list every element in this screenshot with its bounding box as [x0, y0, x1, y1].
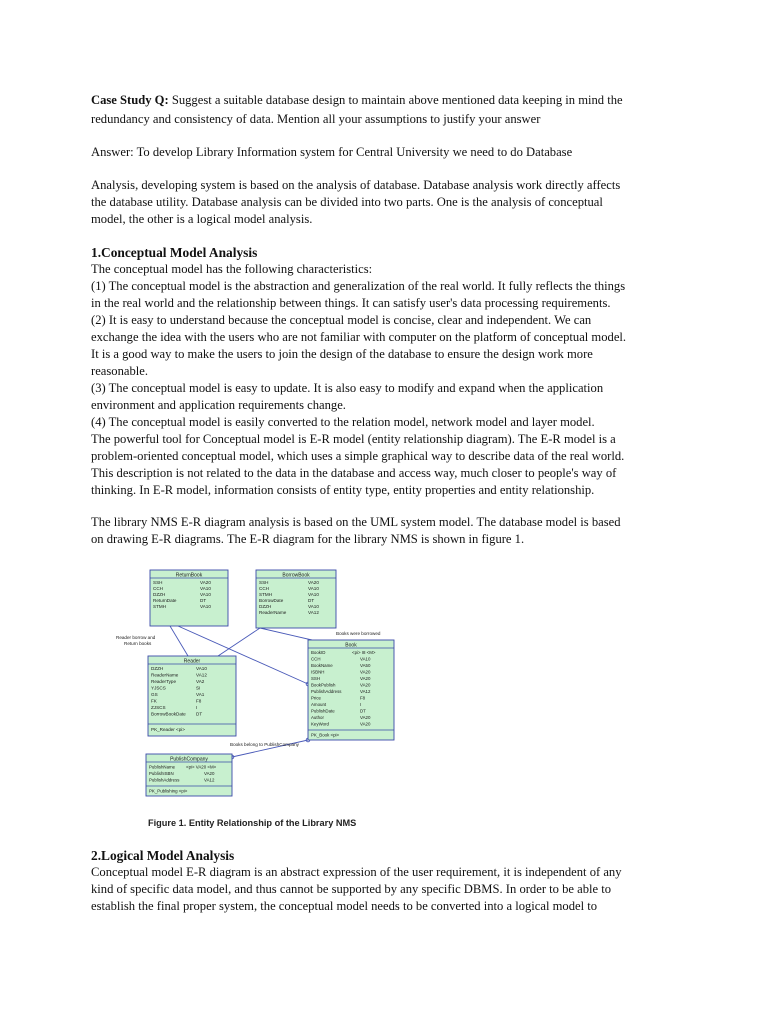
attr-name: ReaderName [259, 610, 287, 615]
attr-name: PublishAddress [311, 689, 342, 694]
attr-name: STMH [153, 604, 167, 609]
attr-type: DT [360, 708, 366, 714]
text-line: model, the other is a logical model analysis. [91, 212, 313, 226]
attr-type: VA10 [308, 586, 319, 591]
attr-name: ISBNH [311, 669, 325, 675]
attr-name: Author [311, 715, 324, 720]
attr-type: VA20 [360, 682, 371, 688]
conceptual-paragraph [91, 261, 681, 499]
attr-type: VA12 [308, 610, 319, 615]
attr-name: ReaderName [151, 672, 179, 678]
text-line: The conceptual model has the following characteristics: [91, 262, 373, 276]
entity-title: Book [345, 642, 357, 649]
attr-type: VA10 [200, 604, 211, 609]
answer-line: Answer: To develop Library Information system for Central University we need to do Database [91, 145, 573, 159]
attr-type: VA12 [360, 689, 371, 694]
attr-type: <pi> VA20 <M> [186, 764, 217, 770]
er-diagram [100, 560, 400, 824]
attr-type: SI [196, 685, 201, 691]
entity-borrowbook [256, 570, 336, 628]
entity-title: Reader [183, 658, 201, 665]
attr-name: BookName [311, 663, 333, 668]
attr-type: VA50 [360, 663, 371, 668]
attr-type: VA20 [360, 721, 371, 727]
text-line: thinking. In E-R model, information consists of entity type, entity properties and entity relationship. [91, 483, 595, 497]
relation-line [260, 628, 312, 640]
attr-type: F8 [360, 695, 366, 701]
attr-type: VA10 [200, 586, 211, 591]
attr-type: DT [308, 598, 315, 603]
attr-type: VA10 [360, 656, 371, 662]
attr-type: <pi> I8 <M> [352, 650, 376, 655]
attr-type: VA10 [200, 592, 211, 597]
entity-title: BorrowBook [282, 572, 310, 579]
case-study-label: Case Study Q: [91, 93, 169, 107]
attr-name: Price [311, 695, 322, 701]
attr-type: VA20 [308, 580, 319, 585]
attr-name: PublishName [149, 764, 176, 770]
attr-type: I [196, 705, 198, 710]
text-line: kind of specific data model, and thus cannot be supported by any specific DBMS. In order to be able to [91, 882, 612, 896]
attr-name: ZJSCS [151, 705, 166, 710]
attr-name: DZZH [151, 666, 164, 671]
attr-name: SSH [153, 580, 163, 585]
text-line: (3) The conceptual model is easy to update. It is also easy to modify and expand when the application [91, 381, 604, 395]
text-line: the database utility. Database analysis can be divided into two parts. One is the analysis of conceptual [91, 195, 603, 209]
attr-name: BookID [311, 650, 326, 655]
attr-type: VA2 [196, 679, 205, 684]
text-line: problem-oriented conceptual model, which uses a simple graphical way to describe data of the real world. [91, 449, 625, 463]
attr-type: F8 [196, 698, 202, 704]
attr-name: STMH [259, 592, 273, 597]
relation-line [218, 628, 260, 656]
attr-type: DT [196, 711, 203, 717]
attr-type: VA20 [360, 715, 371, 720]
text-line: on drawing E-R diagrams. The E-R diagram for the library NMS is shown in figure 1. [91, 532, 525, 546]
primary-key: PK_Book <pi> [311, 732, 340, 738]
entity-reader [148, 656, 236, 736]
attr-type: VA12 [196, 672, 207, 678]
relation-line [170, 626, 188, 656]
attr-type: VA10 [196, 666, 207, 671]
text-line: This description is not related to the data in the database and access way, much closer to people's way of [91, 466, 617, 480]
attr-type: VA10 [308, 592, 319, 597]
attr-name: PublishISBN [149, 771, 174, 776]
text-line: exchange the idea with the users who are not familiar with computer on the platform of conceptual model. [91, 330, 627, 344]
entity-publishcompany [146, 754, 232, 796]
text-line: establish the final proper system, the conceptual model needs to be converted into a logical model to [91, 899, 598, 913]
analysis-paragraph [91, 177, 681, 228]
text-line: (4) The conceptual model is easily converted to the relation model, network model and layer model. [91, 415, 595, 429]
attr-name: BorrowDate [259, 598, 284, 603]
relation-label: Books belong to PublishCompany [230, 742, 299, 747]
attr-name: DZZH [153, 592, 166, 597]
text-line: in the real world and the relationship between things. It can satisfy user's data processing requirements. [91, 296, 611, 310]
attr-name: DZZH [259, 604, 272, 609]
text-line: (1) The conceptual model is the abstraction and generalization of the real world. It fully reflects the things [91, 279, 626, 293]
attr-name: PublishAddress [149, 777, 180, 783]
er-diagram-figure [100, 560, 400, 824]
attr-name: BorrowBookDate [151, 711, 186, 717]
attr-type: I [360, 702, 362, 707]
attr-name: CCH [311, 656, 321, 662]
attr-name: YJSCS [151, 685, 166, 691]
attr-name: BookPublish [311, 682, 336, 688]
attr-type: VA20 [360, 676, 371, 681]
attr-type: VA20 [204, 771, 215, 776]
text-line: It is a good way to make the users to join the design of the database to ensure the design work more [91, 347, 593, 361]
case-study-block [91, 92, 681, 128]
figure-caption: Figure 1. Entity Relationship of the Library NMS [148, 818, 357, 828]
text-line: Conceptual model E-R diagram is an abstract expression of the user requirement, it is independent of any [91, 865, 622, 879]
text-line: The powerful tool for Conceptual model is E-R model (entity relationship diagram). The E-R model is a [91, 432, 616, 446]
entity-title: ReturnBook [175, 572, 203, 579]
case-study-question: Suggest a suitable database design to maintain above mentioned data keeping in mind the [171, 93, 623, 107]
attr-type: VA12 [204, 777, 215, 783]
primary-key: PK_Reader <pi> [151, 727, 185, 732]
relation-label: Reader borrow and [116, 635, 156, 640]
attr-name: ReaderType [151, 679, 177, 684]
attr-type: VA1 [196, 692, 205, 697]
entity-title: PublishCompany [170, 756, 208, 763]
attr-name: CCH [259, 586, 269, 591]
text-line: The library NMS E-R diagram analysis is based on the UML system model. The database model is based [91, 515, 621, 529]
logical-paragraph [91, 864, 681, 915]
attr-name: FK [151, 698, 157, 704]
attr-name: PublishDate [311, 708, 335, 714]
text-line: environment and application requirements change. [91, 398, 346, 412]
er-intro-paragraph [91, 514, 681, 548]
attr-type: VA10 [308, 604, 319, 609]
attr-name: SSH [311, 676, 321, 681]
case-study-question-cont: redundancy and consistency of data. Mention all your assumptions to justify your answer [91, 112, 541, 126]
entity-returnbook [150, 570, 228, 626]
attr-type: VA20 [200, 580, 211, 585]
attr-name: CCH [153, 586, 163, 591]
attr-name: Amount [311, 702, 327, 707]
attr-name: GS [151, 692, 158, 697]
attr-type: VA20 [360, 669, 371, 675]
entity-book [308, 640, 394, 740]
relation-label: Return books [124, 641, 152, 646]
section-heading-conceptual: 1.Conceptual Model Analysis [91, 245, 258, 260]
text-line: Analysis, developing system is based on the analysis of database. Database analysis work directly affects [91, 178, 621, 192]
text-line: (2) It is easy to understand because the conceptual model is concise, clear and independent. We can [91, 313, 592, 327]
section-heading-logical: 2.Logical Model Analysis [91, 848, 235, 863]
attr-name: ReturnDate [153, 598, 177, 603]
primary-key: PK_Publishing <pi> [149, 788, 188, 794]
attr-name: KeyWord [311, 721, 329, 727]
text-line: reasonable. [91, 364, 148, 378]
attr-type: DT [200, 598, 207, 603]
relation-label: Books were borrowed [336, 631, 381, 636]
attr-name: SSH [259, 580, 269, 585]
